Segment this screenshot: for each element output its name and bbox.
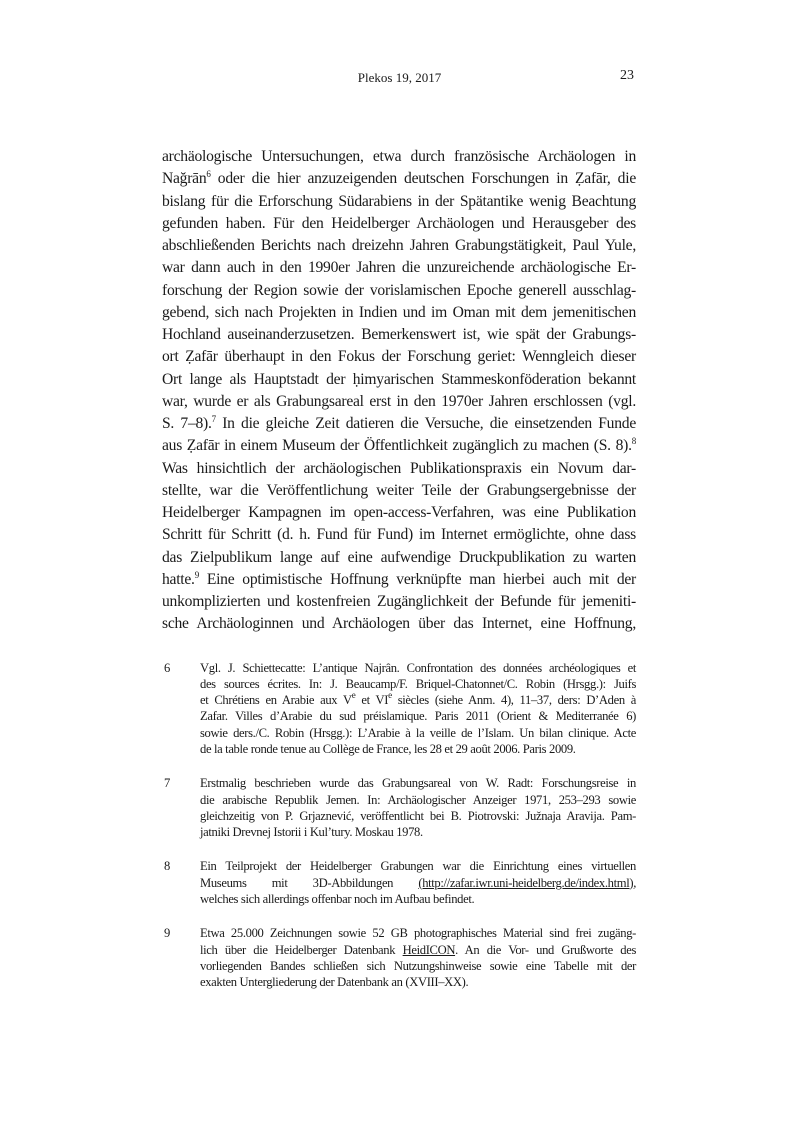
footnote-number: 8 — [164, 859, 170, 874]
text-line: forschung der Region sowie der vorislamischen Epoche generell ausschlag- — [162, 281, 636, 299]
body-text — [162, 146, 636, 636]
running-header: Plekos 19, 2017 — [357, 70, 442, 85]
footnote-line: gleichzeitig von P. Grjaznević, veröffentlicht bei B. Piotrovski: Južnaja Aravija. Pam- — [200, 808, 636, 823]
footnote-line: Erstmalig beschrieben wurde das Grabungsareal von W. Radt: Forschungsreise in — [200, 776, 636, 791]
text-line: bislang für die Erforschung Südarabiens in der Spätantike wenig Beachtung — [162, 192, 636, 210]
footnote-line: et Chrétiens en Arabie aux Ve et VIe siècles (siehe Anm. 4), 11–37, ders: D’Aden à — [200, 690, 637, 708]
text-line: stellte, war die Veröffentlichung weiter Teile der Grabungsergebnisse der — [162, 481, 636, 499]
text-line: gebend, sich nach Projekten in Indien und im Oman mit dem jemenitischen — [162, 303, 636, 321]
page-number: 23 — [620, 68, 634, 83]
footnote-line: jatniki Drevnej Istorii i Kul’tury. Moskau 1978. — [200, 825, 423, 840]
footnote-ref[interactable]: 8 — [631, 436, 636, 447]
footnote-line: Vgl. J. Schiettecatte: L’antique Najrân. Confrontation des données archéologiques et — [200, 660, 636, 675]
footnote-line: Ein Teilprojekt der Heidelberger Grabungen war die Einrichtung eines virtuellen — [200, 859, 636, 874]
text-line: gefunden haben. Für den Heidelberger Archäologen und Herausgeber des — [162, 214, 636, 232]
footnote-ref[interactable]: 6 — [206, 169, 211, 180]
footnote-line: welches sich allerdings offenbar noch im Aufbau befindet. — [200, 892, 475, 907]
footnote-ref[interactable]: 9 — [194, 569, 199, 580]
text-line: Ort lange als Hauptstadt der ḥimyarischen Stammeskonföderation bekannt — [162, 370, 636, 388]
text-line: hatte.$^9$ Eine optimistische Hoffnung verknüpfte man hierbei auch mit der — [162, 569, 636, 588]
text-line: war, wurde er als Grabungsareal erst in den 1970er Jahren erschlossen (vgl. — [162, 392, 636, 410]
footnotes — [164, 660, 636, 991]
text-line: S. 7–8).$^7$ In die gleiche Zeit datieren die Versuche, die einsetzenden Funde — [162, 414, 636, 432]
footnote-line: vorliegenden Bandes schließen sich Nutzungshinweise sowie eine Tabelle mit der — [200, 958, 636, 973]
text-line: Was hinsichtlich der archäologischen Publikationspraxis ein Novum dar- — [162, 459, 636, 477]
footnote-ref[interactable]: e — [388, 690, 392, 701]
footnote-line: Museums mit 3D-Abbildungen (http://zafar.iwr.uni-heidelberg.de/index.html), — [200, 875, 636, 890]
footnote-line: exakten Untergliederung der Datenbank an (XVIII–XX). — [200, 975, 469, 990]
footnote — [164, 660, 636, 758]
text-line: sche Archäologinnen und Archäologen über das Internet, eine Hoffnung, — [162, 615, 636, 633]
footnote-line: die arabische Republik Jemen. In: Archäologischer Anzeiger 1971, 253–293 sowie — [200, 792, 636, 807]
footnote-line: des sources écrites. In: J. Beaucamp/F. Briquel-Chatonnet/C. Robin (Hrsgg.): Juifs — [200, 676, 636, 691]
text-line: aus Ẓafār in einem Museum der Öffentlichkeit zugänglich zu machen (S. 8).$^8$ — [162, 436, 636, 455]
footnote-number: 6 — [164, 660, 170, 675]
text-line: ort Ẓafār überhaupt in den Fokus der Forschung geriet: Wenngleich dieser — [162, 348, 636, 366]
page-content — [162, 146, 636, 1009]
footnote-line: Zafar. Villes d’Arabie du sud préislamique. Paris 2011 (Orient & Mediterranée 6) — [200, 709, 636, 724]
footnote-number: 7 — [164, 776, 170, 791]
footnote-line: sowie ders./C. Robin (Hrsgg.): L’Arabie à la veille de l’Islam. Un bilan clinique. Acte — [200, 725, 636, 740]
text-line: war dann auch in den 1990er Jahren die unzureichende archäologische Er- — [162, 259, 636, 277]
link[interactable]: HeidICON — [402, 942, 456, 957]
footnote-line: lich über die Heidelberger Datenbank HeidICON. An die Vor- und Grußworte des — [200, 942, 636, 957]
text-line: Heidelberger Kampagnen im open-access-Verfahren, was eine Publikation — [162, 504, 636, 521]
footnote — [164, 775, 636, 840]
footnote — [164, 858, 636, 907]
footnote-ref[interactable]: e — [351, 690, 356, 701]
text-line: archäologische Untersuchungen, etwa durch französische Archäologen in — [162, 148, 636, 165]
text-line: Hochland auseinanderzusetzen. Bemerkenswert ist, wie spät der Grabungs- — [162, 326, 636, 343]
text-line: Schritt für Schritt (d. h. Fund für Fund) im Internet ermöglichte, ohne dass — [162, 526, 636, 544]
text-line: abschließenden Berichts nach dreizehn Jahren Grabungstätigkeit, Paul Yule, — [162, 237, 636, 254]
footnote-line: de la table ronde tenue au Collège de France, les 28 et 29 août 2006. Paris 2009. — [200, 741, 576, 756]
link[interactable]: (http://zafar.iwr.uni-heidelberg.de/index.html) — [418, 875, 634, 890]
footnote-ref[interactable]: 7 — [211, 414, 216, 424]
footnote-number: 9 — [164, 926, 170, 941]
text-line: unkomplizierten und kostenfreien Zugänglichkeit der Befunde für jemeniti- — [162, 593, 636, 610]
footnote-line: Etwa 25.000 Zeichnungen sowie 52 GB photographisches Material sind frei zugäng- — [200, 926, 636, 941]
footnote — [164, 925, 636, 990]
text-line: Nağrān$^6$ oder die hier anzuzeigenden deutschen Forschungen in Ẓafār, die — [162, 169, 636, 188]
text-line: das Zielpublikum lange auf eine aufwendige Druckpublikation zu warten — [162, 548, 636, 566]
